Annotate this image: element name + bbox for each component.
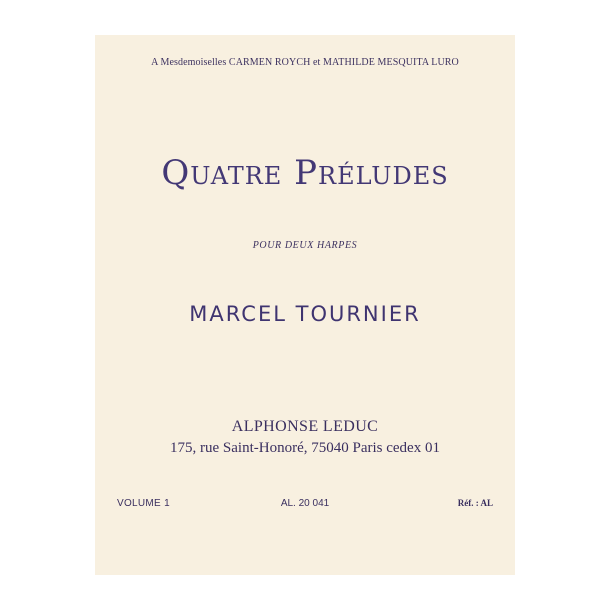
catalog-number: AL. 20 041 [280, 498, 330, 509]
title-word2-initial: P [294, 153, 319, 193]
score-cover [95, 35, 515, 575]
title-word1-rest: uatre [190, 153, 283, 193]
reference-code: Réf. : AL [457, 498, 493, 508]
publisher-address: 175, rue Saint-Honoré, 75040 Paris cedex 01 [170, 440, 440, 456]
publisher-name: ALPHONSE LEDUC [231, 418, 379, 435]
composer-name: MARCEL TOURNIER [189, 302, 421, 326]
dedication-text: A Mesdemoiselles CARMEN ROYCH et MATHILDE MESQUITA LURO [151, 57, 459, 68]
title-word1-initial: Q [161, 153, 191, 193]
volume-label: VOLUME 1 [117, 498, 170, 509]
subtitle-text: POUR DEUX HARPES [252, 240, 358, 251]
main-title [95, 153, 515, 193]
title-word2-rest: réludes [318, 153, 449, 193]
